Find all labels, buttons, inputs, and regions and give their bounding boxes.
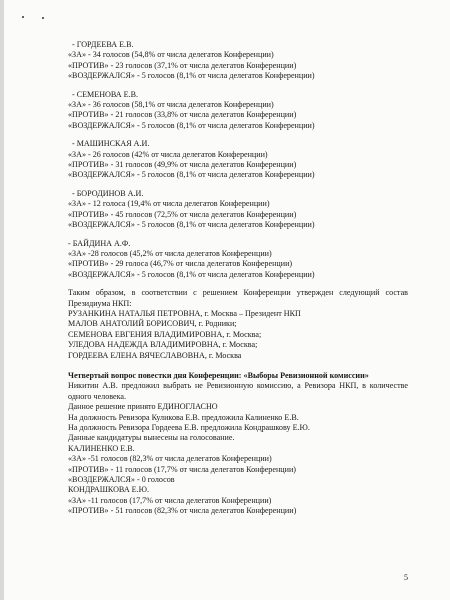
vote-za: «ЗА» -51 голосов (82,3% от числа делегатов Конференции) <box>68 454 272 464</box>
vote-vozd: «ВОЗДЕРЖАЛСЯ» - 5 голосов (8,1% от числа делегатов Конференции) <box>68 269 315 279</box>
candidate-block <box>68 239 408 281</box>
text-line: Данное решение принято ЕДИНОГЛАСНО <box>68 402 218 412</box>
candidate-name: КОНДРАШКОВА Е.Ю. <box>68 485 149 495</box>
vote-vozd: «ВОЗДЕРЖАЛСЯ» - 5 голосов (8,1% от числа делегатов Конференции) <box>68 220 315 230</box>
vote-za: «ЗА» - 12 голоса (19,4% от числа делегатов Конференции) <box>68 199 270 209</box>
document-page <box>4 0 450 600</box>
presidium-intro: Таким образом, в соответствии с решением Конференции утвержден следующий состав Президиума НКП: <box>68 288 408 308</box>
text-line: На должность Ревизора Гордеева Е.В. предложила Кондрашкову Е.Ю. <box>68 423 310 432</box>
text-line: На должность Ревизора Куликова Е.В. предложила Калиненко Е.В. <box>68 412 299 422</box>
vote-vozd: «ВОЗДЕРЖАЛСЯ» - 5 голосов (8,1% от числа делегатов Конференции) <box>68 170 315 180</box>
vote-protiv: «ПРОТИВ» - 23 голосов (37,1% от числа делегатов Конференции) <box>68 60 297 70</box>
vote-za: «ЗА» -28 голосов (45,2% от числа делегатов Конференции) <box>68 248 272 258</box>
vote-protiv: «ПРОТИВ» - 31 голосов (49,9% от числа делегатов Конференции) <box>68 160 297 170</box>
vote-za: «ЗА» - 34 голосов (54,8% от числа делегатов Конференции) <box>68 50 274 60</box>
vote-protiv: «ПРОТИВ» - 51 голосов (82,3% от числа делегатов Конференции) <box>68 506 297 516</box>
candidate-block <box>68 189 408 231</box>
presidium-member: ГОРДЕЕВА ЕЛЕНА ВЯЧЕСЛАВОВНА, г. Москва <box>68 350 242 360</box>
candidate-name: - СЕМЕНОВА Е.В. <box>72 89 139 99</box>
scan-mark <box>42 17 44 19</box>
vote-protiv: «ПРОТИВ» - 21 голосов (33,8% от числа делегатов Конференции) <box>68 110 297 120</box>
vote-protiv: «ПРОТИВ» - 45 голосов (72,5% от числа делегатов Конференции) <box>68 209 297 219</box>
vote-protiv: «ПРОТИВ» - 11 голосов (17,7% от числа делегатов Конференции) <box>68 464 296 474</box>
candidate-name: - МАШИНСКАЯ А.И. <box>72 139 150 149</box>
candidate-block <box>68 139 408 181</box>
scan-mark <box>22 16 24 18</box>
text-line: Никитин А.В. предложил выбрать не Ревизионную комиссию, а Ревизора НКП, в количестве одного человека. <box>68 381 408 401</box>
page-number: 5 <box>404 573 408 582</box>
vote-vozd: «ВОЗДЕРЖАЛСЯ» - 5 голосов (8,1% от числа делегатов Конференции) <box>68 120 315 130</box>
presidium-member: РУЗАНКИНА НАТАЛЬЯ ПЕТРОВНА, г. Москва – Президент НКП <box>68 308 301 318</box>
presidium-section <box>68 288 408 361</box>
presidium-member: МАЛОВ АНАТОЛИЙ БОРИСОВИЧ, г. Родники; <box>68 319 237 329</box>
candidate-name: - ГОРДЕЕВА Е.В. <box>72 40 134 49</box>
candidate-name: КАЛИНЕНКО Е.В. <box>68 443 135 453</box>
vote-za: «ЗА» - 36 голосов (58,1% от числа делегатов Конференции) <box>68 100 274 110</box>
vote-protiv: «ПРОТИВ» - 29 голоса (46,7% от числа делегатов Конференции) <box>68 259 293 269</box>
candidate-name: - БОРОДИНОВ А.И. <box>72 188 144 198</box>
candidate-block <box>68 90 408 132</box>
vote-za: «ЗА» -11 голосов (17,7% от числа делегатов Конференции) <box>68 495 272 505</box>
vote-vozd: «ВОЗДЕРЖАЛСЯ» - 0 голосов <box>68 475 175 485</box>
vote-vozd: «ВОЗДЕРЖАЛСЯ» - 5 голосов (8,1% от числа делегатов Конференции) <box>68 71 315 81</box>
fourth-question-section <box>68 371 408 517</box>
presidium-member: СЕМЕНОВА ЕВГЕНИЯ ВЛАДИМИРОВНА, г. Москва; <box>68 329 262 339</box>
page-content <box>68 40 408 517</box>
presidium-member: УЛЕДОВА НАДЕЖДА ВЛАДИМИРОВНА, г. Москва; <box>68 340 258 350</box>
vote-za: «ЗА» - 26 голосов (42% от числа делегатов Конференции) <box>68 149 268 159</box>
section-heading: Четвертый вопрос повестки дня Конференции: «Выборы Ревизионной комиссии» <box>68 370 369 380</box>
candidate-name: - БАЙДИНА А.Ф. <box>68 238 131 248</box>
candidate-block <box>68 40 408 82</box>
text-line: Данные кандидатуры вынесены на голосование. <box>68 433 235 443</box>
